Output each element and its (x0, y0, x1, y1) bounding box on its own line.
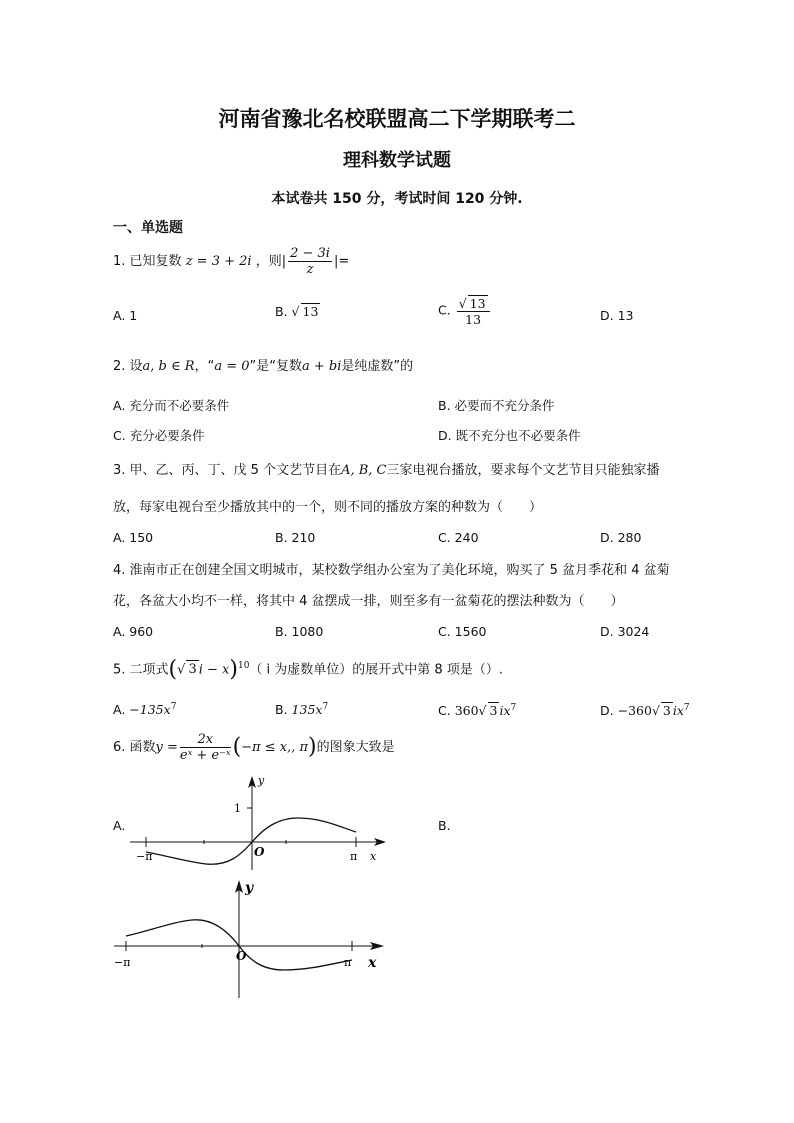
q3-option-d[interactable]: D. 280 (600, 530, 642, 545)
section-title: 一、单选题 (113, 220, 183, 236)
question-2: 2. 设a, b ∈ R，“a = 0”是“复数a + bi是纯虚数”的 (113, 359, 414, 374)
q4-option-b[interactable]: B. 1080 (275, 624, 324, 639)
q1-option-c[interactable]: C. $\frac{√ 13}{13}$ (438, 295, 492, 327)
q3-option-c[interactable]: C. 240 (438, 530, 479, 545)
q6-option-a[interactable]: A. (113, 818, 126, 833)
question-3-line-2: 放，每家电视台至少播放其中的一个，则不同的播放方案的种数为（ ） (113, 500, 543, 515)
q1-option-a[interactable]: A. 1 (113, 308, 138, 323)
question-1: 1. 已知复数 z = 3 + 2i ，则| $\frac{2 - 3i}{z}$ |= (113, 246, 350, 277)
svg-text:π: π (350, 850, 358, 863)
q5-option-c[interactable]: C. 360√ 3 $ix^7$ (438, 702, 517, 718)
q2-option-b[interactable]: B. 必要而不充分条件 (438, 398, 555, 413)
q2-option-c[interactable]: C. 充分必要条件 (113, 428, 205, 443)
sqrt-symbol: √ (458, 296, 467, 311)
q3-option-a[interactable]: A. 150 (113, 530, 154, 545)
svg-text:−π: −π (114, 956, 131, 969)
svg-text:y: y (258, 774, 265, 787)
svg-text:x: x (368, 955, 377, 971)
page-title: 河南省豫北名校联盟高二下学期联考二 (218, 106, 576, 131)
q1-fraction: $\frac{2 - 3i}{z}$ (290, 246, 330, 277)
curve-a (146, 818, 356, 864)
q5-option-d[interactable]: D. −360√ 3 $ix^7$ (600, 702, 690, 718)
svg-text:π: π (344, 956, 352, 969)
q3-option-b[interactable]: B. 210 (275, 530, 316, 545)
question-6: 6. 函数y = $\frac{2x}{\text{eˣ + e⁻ˣ}}$ (−π ≤ x,, π)的图象大致是 (113, 732, 395, 763)
svg-text:y: y (245, 880, 254, 896)
sqrt-symbol: √ (291, 304, 300, 319)
graph-a (128, 772, 390, 872)
svg-text:O: O (254, 845, 265, 859)
q4-option-a[interactable]: A. 960 (113, 624, 154, 639)
q5-option-a[interactable]: A. $-135x^7$ (113, 702, 177, 718)
svg-text:x: x (370, 850, 377, 863)
q1-option-d[interactable]: D. 13 (600, 308, 634, 323)
q1-option-b[interactable]: B. √ 13 (275, 304, 319, 319)
question-3-line-1: 3. 甲、乙、丙、丁、戊 5 个文艺节目在A, B, C三家电视台播放，要求每个文艺节目只能独家播 (113, 463, 660, 478)
q4-option-c[interactable]: C. 1560 (438, 624, 487, 639)
question-4-line-2: 花，各盆大小均不一样，将其中 4 盆摆成一排，则至多有一盆菊花的摆法种数为（ ） (113, 594, 624, 609)
svg-text:1: 1 (234, 802, 241, 815)
q4-option-d[interactable]: D. 3024 (600, 624, 650, 639)
exam-note: 本试卷共 150 分，考试时间 120 分钟. (271, 191, 523, 207)
svg-text:O: O (236, 949, 247, 963)
question-5: 5. 二项式(√ 3 i − x)$^{10}$（ i 为虚数单位）的展开式中第 8 项是（）. (113, 656, 503, 682)
sqrt-symbol: √ (478, 703, 487, 718)
page-subtitle: 理科数学试题 (343, 150, 451, 171)
svg-text:−π: −π (136, 850, 153, 863)
q2-option-d[interactable]: D. 既不充分也不必要条件 (438, 428, 581, 443)
q6-option-b[interactable]: B. (438, 818, 451, 833)
graph-b (112, 874, 394, 1000)
sqrt-symbol: √ (177, 662, 186, 678)
q2-option-a[interactable]: A. 充分而不必要条件 (113, 398, 230, 413)
q5-option-b[interactable]: B. $135x^7$ (275, 702, 329, 718)
question-4-line-1: 4. 淮南市正在创建全国文明城市，某校数学组办公室为了美化环境，购买了 5 盆月季花和 4 盆菊 (113, 563, 670, 578)
sqrt-symbol: √ (651, 703, 660, 718)
